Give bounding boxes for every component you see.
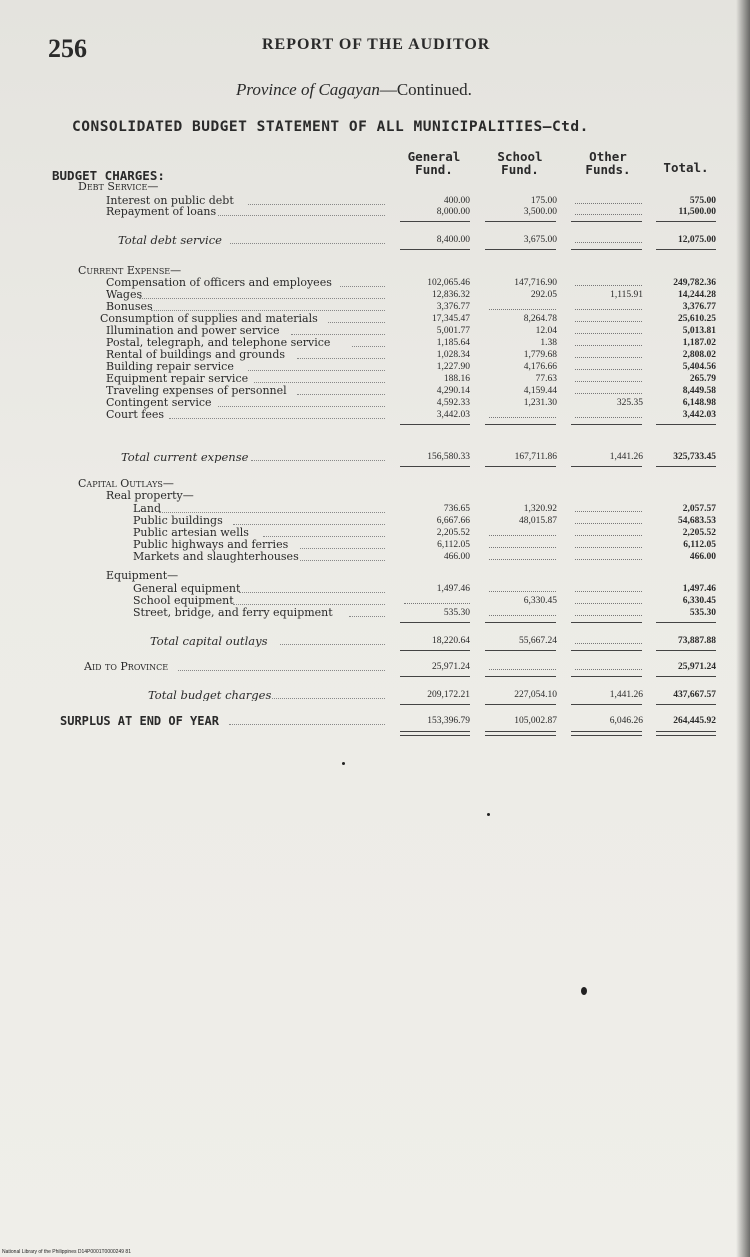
sum-rule xyxy=(656,704,716,705)
section-debt-service: Debt Service— xyxy=(78,181,159,193)
page-number: 256 xyxy=(48,34,87,63)
blank-cell xyxy=(575,515,642,524)
double-rule xyxy=(485,731,556,736)
table-row xyxy=(0,635,750,647)
cell-general: 6,112.05 xyxy=(437,540,470,550)
row-label: Repayment of loans xyxy=(106,206,217,218)
leader-dots xyxy=(263,527,385,537)
cell-school: 1.38 xyxy=(540,338,557,348)
leader-dots xyxy=(280,635,385,645)
table-row xyxy=(0,361,750,373)
row-label: Total capital outlays xyxy=(150,635,268,647)
cell-total: 1,497.46 xyxy=(682,584,716,594)
row-label: SURPLUS AT END OF YEAR xyxy=(60,715,219,727)
cell-school: 3,500.00 xyxy=(523,207,557,217)
blank-cell xyxy=(575,595,642,604)
print-speck xyxy=(487,813,490,816)
cell-total: 25,610.25 xyxy=(678,314,716,324)
sum-rule xyxy=(571,424,642,425)
page-edge-shadow xyxy=(736,0,750,1257)
col-header-total: Total. xyxy=(663,160,709,175)
cell-total: 54,683.53 xyxy=(678,516,716,526)
table-row xyxy=(0,234,750,246)
cell-general: 17,345.47 xyxy=(432,314,470,324)
blank-cell xyxy=(489,583,556,592)
statement-title: CONSOLIDATED BUDGET STATEMENT OF ALL MUNICIPALITIES—Ctd. xyxy=(72,119,589,135)
double-rule xyxy=(656,731,716,736)
blank-cell xyxy=(489,409,556,418)
table-row xyxy=(0,337,750,349)
row-label: Total budget charges xyxy=(148,689,272,701)
cell-other: 6,046.26 xyxy=(609,716,643,726)
cell-general: 3,442.03 xyxy=(436,410,470,420)
blank-cell xyxy=(575,661,642,670)
leader-dots xyxy=(178,661,386,671)
leader-dots xyxy=(239,583,385,593)
cell-total: 14,244.28 xyxy=(678,290,716,300)
sum-rule xyxy=(571,249,642,250)
blank-cell xyxy=(404,595,470,604)
leader-dots xyxy=(248,361,385,371)
cell-general: 4,592.33 xyxy=(436,398,470,408)
cell-other: 1,441.26 xyxy=(609,690,643,700)
section-capital-outlays: Capital Outlays— xyxy=(78,478,174,490)
row-label: Building repair service xyxy=(106,361,234,373)
cell-school: 1,779.68 xyxy=(523,350,557,360)
blank-cell xyxy=(489,607,556,616)
cell-school: 227,054.10 xyxy=(514,690,557,700)
table-row xyxy=(0,313,750,325)
sum-rule xyxy=(656,221,716,222)
sum-rule xyxy=(485,622,556,623)
cell-total: 6,112.05 xyxy=(683,540,716,550)
blank-cell xyxy=(575,373,642,382)
cell-general: 736.65 xyxy=(443,504,470,514)
cell-school: 48,015.87 xyxy=(519,516,557,526)
row-label: Total debt service xyxy=(118,234,222,246)
leader-dots xyxy=(218,206,385,216)
sum-rule xyxy=(400,424,470,425)
cell-total: 466.00 xyxy=(689,552,716,562)
table-row xyxy=(0,451,750,463)
sum-rule xyxy=(485,466,556,467)
sum-rule xyxy=(485,676,556,677)
leader-dots xyxy=(300,539,385,549)
double-rule xyxy=(571,731,642,736)
leader-dots xyxy=(254,373,385,383)
table-row xyxy=(0,527,750,539)
sum-rule xyxy=(571,622,642,623)
sum-rule xyxy=(485,704,556,705)
sum-rule xyxy=(571,704,642,705)
leader-dots xyxy=(251,451,385,461)
blank-cell xyxy=(575,539,642,548)
blank-cell xyxy=(575,277,642,286)
sum-rule xyxy=(656,650,716,651)
blank-cell xyxy=(575,325,642,334)
leader-dots xyxy=(297,385,385,395)
row-label: Public buildings xyxy=(133,515,223,527)
cell-total: 265.79 xyxy=(689,374,716,384)
row-label: Public artesian wells xyxy=(133,527,249,539)
cell-general: 1,028.34 xyxy=(436,350,470,360)
leader-dots xyxy=(139,289,386,299)
row-label: Total current expense xyxy=(121,451,249,463)
sum-rule xyxy=(656,466,716,467)
table-row xyxy=(0,206,750,218)
cell-general: 102,065.46 xyxy=(427,278,470,288)
sum-rule xyxy=(656,622,716,623)
blank-cell xyxy=(575,313,642,322)
row-label: Markets and slaughterhouses xyxy=(133,551,299,563)
sum-rule xyxy=(485,221,556,222)
blank-cell xyxy=(489,551,556,560)
blank-cell xyxy=(575,551,642,560)
cell-general: 2,205.52 xyxy=(436,528,470,538)
cell-total: 575.00 xyxy=(689,196,716,206)
leader-dots xyxy=(349,607,386,617)
cell-general: 3,376.77 xyxy=(436,302,470,312)
subhead-suffix: —Continued. xyxy=(379,80,472,99)
row-label: Contingent service xyxy=(106,397,212,409)
row-label: Court fees xyxy=(106,409,165,421)
leader-dots xyxy=(300,551,385,561)
cell-general: 25,971.24 xyxy=(432,662,470,672)
sum-rule xyxy=(485,249,556,250)
table-row xyxy=(0,385,750,397)
table-row xyxy=(0,277,750,289)
cell-school: 77.63 xyxy=(535,374,557,384)
cell-general: 18,220.64 xyxy=(432,636,470,646)
double-rule xyxy=(400,731,470,736)
table-row xyxy=(0,397,750,409)
cell-school: 1,231.30 xyxy=(523,398,557,408)
cell-other: 1,115.91 xyxy=(610,290,643,300)
cell-general: 8,400.00 xyxy=(436,235,470,245)
sum-rule xyxy=(400,676,470,677)
cell-general: 1,497.46 xyxy=(436,584,470,594)
cell-general: 156,580.33 xyxy=(427,452,470,462)
blank-cell xyxy=(575,337,642,346)
col-header-school: School Fund. xyxy=(497,149,543,177)
row-label: Wages xyxy=(106,289,143,301)
cell-school: 175.00 xyxy=(530,196,557,206)
blank-cell xyxy=(489,539,556,548)
blank-cell xyxy=(575,409,642,418)
blank-cell xyxy=(575,206,642,215)
blank-cell xyxy=(575,503,642,512)
blank-cell xyxy=(489,527,556,536)
sum-rule xyxy=(485,424,556,425)
cell-general: 400.00 xyxy=(443,196,470,206)
cell-total: 1,187.02 xyxy=(682,338,716,348)
cell-school: 8,264.78 xyxy=(523,314,557,324)
cell-school: 105,002.87 xyxy=(514,716,557,726)
subhead xyxy=(236,80,472,100)
col-header-other: Other Funds. xyxy=(585,149,631,177)
table-row xyxy=(0,661,750,673)
leader-dots xyxy=(151,301,385,311)
cell-total: 12,075.00 xyxy=(678,235,716,245)
cell-total: 73,887.88 xyxy=(678,636,716,646)
print-speck xyxy=(581,987,587,995)
table-row xyxy=(0,289,750,301)
cell-total: 11,500.00 xyxy=(678,207,716,217)
row-label: Illumination and power service xyxy=(106,325,280,337)
running-head: REPORT OF THE AUDITOR xyxy=(262,36,491,53)
budget-charges-heading: BUDGET CHARGES: xyxy=(52,168,165,183)
cell-total: 25,971.24 xyxy=(678,662,716,672)
row-label: General equipment xyxy=(133,583,241,595)
cell-total: 5,404.56 xyxy=(682,362,716,372)
cell-school: 12.04 xyxy=(535,326,557,336)
table-row xyxy=(0,325,750,337)
row-label: Aid to Province xyxy=(84,661,169,673)
cell-school: 3,675.00 xyxy=(523,235,557,245)
col-header-general: General Fund. xyxy=(407,149,461,177)
cell-general: 5,001.77 xyxy=(436,326,470,336)
section-real-property: Real property— xyxy=(106,490,194,502)
leader-dots xyxy=(218,397,385,407)
sum-rule xyxy=(571,466,642,467)
cell-general: 12,836.32 xyxy=(432,290,470,300)
cell-school: 292.05 xyxy=(530,290,557,300)
table-row xyxy=(0,607,750,619)
cell-total: 2,808.02 xyxy=(682,350,716,360)
cell-school: 4,176.66 xyxy=(523,362,557,372)
sum-rule xyxy=(400,704,470,705)
cell-general: 153,396.79 xyxy=(427,716,470,726)
table-row xyxy=(0,689,750,701)
table-row xyxy=(0,595,750,607)
blank-cell xyxy=(575,607,642,616)
cell-total: 3,376.77 xyxy=(682,302,716,312)
row-label: Compensation of officers and employees xyxy=(106,277,332,289)
cell-total: 6,148.98 xyxy=(682,398,716,408)
cell-total: 264,445.92 xyxy=(673,716,716,726)
sum-rule xyxy=(656,249,716,250)
section-current-expense: Current Expense— xyxy=(78,265,182,277)
blank-cell xyxy=(575,195,642,204)
cell-general: 188.16 xyxy=(443,374,470,384)
blank-cell xyxy=(575,385,642,394)
cell-general: 466.00 xyxy=(443,552,470,562)
cell-general: 1,185.64 xyxy=(436,338,470,348)
row-label: Public highways and ferries xyxy=(133,539,289,551)
table-row xyxy=(0,715,750,727)
sum-rule xyxy=(400,221,470,222)
table-row xyxy=(0,515,750,527)
row-label: Rental of buildings and grounds xyxy=(106,349,286,361)
cell-total: 535.30 xyxy=(689,608,716,618)
subhead-province: Province of Cagayan xyxy=(236,80,380,99)
section-equipment: Equipment— xyxy=(106,570,179,582)
leader-dots xyxy=(272,689,385,699)
blank-cell xyxy=(575,301,642,310)
cell-total: 249,782.36 xyxy=(673,278,716,288)
table-row xyxy=(0,409,750,421)
sum-rule xyxy=(571,221,642,222)
cell-total: 325,733.45 xyxy=(673,452,716,462)
sum-rule xyxy=(656,424,716,425)
print-speck xyxy=(342,762,345,765)
table-row xyxy=(0,301,750,313)
cell-school: 6,330.45 xyxy=(523,596,557,606)
table-row xyxy=(0,349,750,361)
cell-school: 55,667.24 xyxy=(519,636,557,646)
table-row xyxy=(0,373,750,385)
cell-general: 6,667.66 xyxy=(436,516,470,526)
cell-general: 1,227.90 xyxy=(436,362,470,372)
row-label: Consumption of supplies and materials xyxy=(100,313,318,325)
blank-cell xyxy=(575,527,642,536)
table-row xyxy=(0,503,750,515)
leader-dots xyxy=(233,515,385,525)
cell-general: 8,000.00 xyxy=(436,207,470,217)
cell-total: 5,013.81 xyxy=(682,326,716,336)
leader-dots xyxy=(297,349,385,359)
sum-rule xyxy=(400,622,470,623)
cell-school: 4,159.44 xyxy=(523,386,557,396)
row-label: Equipment repair service xyxy=(106,373,249,385)
cell-school: 147,716.90 xyxy=(514,278,557,288)
digitization-footer: National Library of the Philippines D14P0001T0000249 81 xyxy=(2,1249,131,1255)
blank-cell xyxy=(575,361,642,370)
leader-dots xyxy=(229,715,385,725)
sum-rule xyxy=(571,676,642,677)
blank-cell xyxy=(575,635,642,644)
cell-total: 2,057.57 xyxy=(682,504,716,514)
cell-total: 2,205.52 xyxy=(682,528,716,538)
cell-school: 1,320.92 xyxy=(523,504,557,514)
row-label: Bonuses xyxy=(106,301,153,313)
leader-dots xyxy=(248,195,385,205)
blank-cell xyxy=(489,301,556,310)
sum-rule xyxy=(571,650,642,651)
leader-dots xyxy=(169,409,385,419)
table-row xyxy=(0,551,750,563)
table-row xyxy=(0,583,750,595)
leader-dots xyxy=(291,325,385,335)
row-label: Postal, telegraph, and telephone service xyxy=(106,337,331,349)
leader-dots xyxy=(352,337,385,347)
cell-general: 535.30 xyxy=(443,608,470,618)
table-row xyxy=(0,539,750,551)
cell-total: 8,449.58 xyxy=(682,386,716,396)
blank-cell xyxy=(575,234,642,243)
leader-dots xyxy=(328,313,385,323)
cell-school: 167,711.86 xyxy=(514,452,557,462)
cell-general: 4,290.14 xyxy=(436,386,470,396)
row-label: School equipment xyxy=(133,595,234,607)
leader-dots xyxy=(230,234,385,244)
sum-rule xyxy=(485,650,556,651)
leader-dots xyxy=(233,595,385,605)
cell-other: 325.35 xyxy=(616,398,643,408)
cell-total: 437,667.57 xyxy=(673,690,716,700)
row-label: Street, bridge, and ferry equipment xyxy=(133,607,333,619)
sum-rule xyxy=(400,650,470,651)
leader-dots xyxy=(340,277,385,287)
blank-cell xyxy=(489,661,556,670)
cell-total: 6,330.45 xyxy=(682,596,716,606)
sum-rule xyxy=(400,249,470,250)
cell-general: 209,172.21 xyxy=(427,690,470,700)
row-label: Traveling expenses of personnel xyxy=(106,385,287,397)
cell-other: 1,441.26 xyxy=(609,452,643,462)
cell-total: 3,442.03 xyxy=(682,410,716,420)
sum-rule xyxy=(400,466,470,467)
blank-cell xyxy=(575,583,642,592)
row-label: Land xyxy=(133,503,161,515)
leader-dots xyxy=(159,503,385,513)
sum-rule xyxy=(656,676,716,677)
row-label: Interest on public debt xyxy=(106,195,234,207)
blank-cell xyxy=(575,349,642,358)
